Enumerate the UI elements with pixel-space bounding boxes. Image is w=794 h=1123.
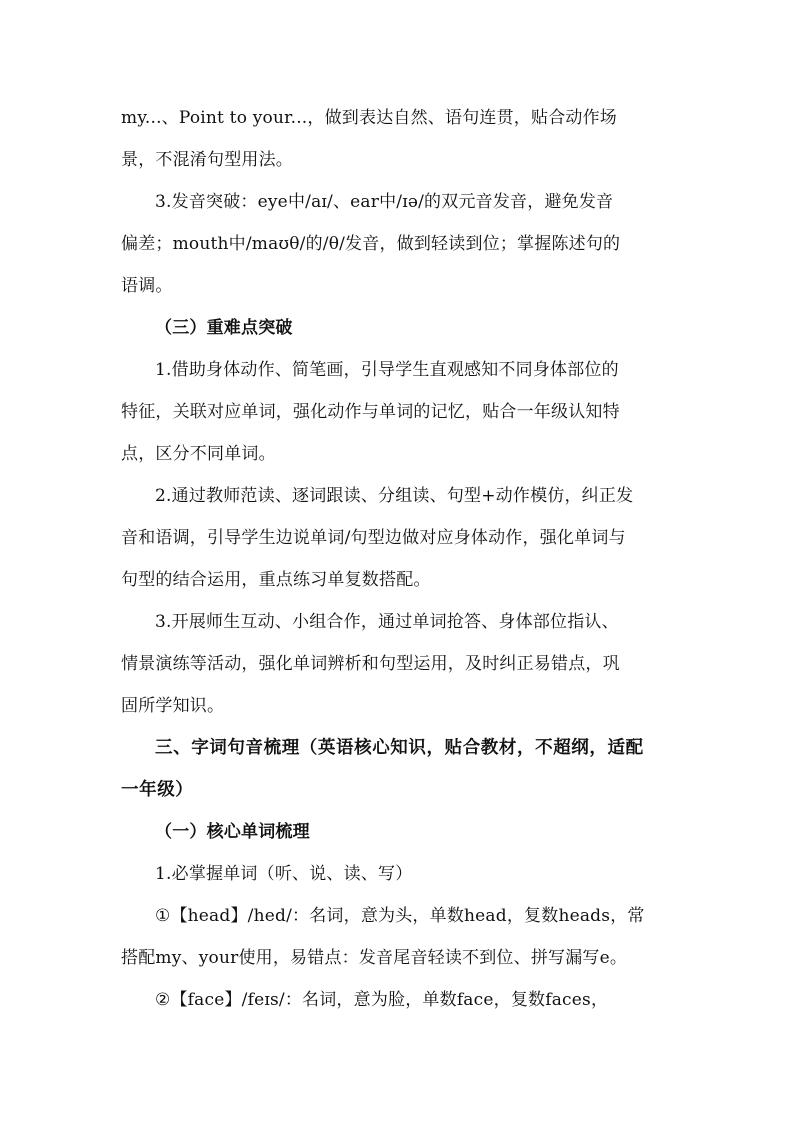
paragraph-line: 2.通过教师范读、逐词跟读、分组读、句型+动作模仿，纠正发 (155, 486, 634, 506)
paragraph-line: 情景演练等活动，强化单词辨析和句型运用，及时纠正易错点，巩 (121, 654, 620, 674)
paragraph-line: 句型的结合运用，重点练习单复数搭配。 (121, 570, 431, 590)
section-heading: （一）核心单词梳理 (155, 822, 310, 842)
list-item-line: ①【head】/hed/：名词，意为头，单数head，复数heads，常 (155, 906, 645, 926)
paragraph-line: 音和语调，引导学生边说单词/句型边做对应身体动作，强化单词与 (121, 528, 626, 548)
paragraph-line: 3.发音突破：eye中/aɪ/、ear中/ɪə/的双元音发音，避免发音 (155, 192, 614, 212)
section-heading: （三）重难点突破 (155, 318, 293, 338)
paragraph-line: 偏差；mouth中/maʊθ/的/θ/发音，做到轻读到位；掌握陈述句的 (121, 234, 621, 254)
chapter-heading-continued: 一年级） (121, 780, 194, 800)
paragraph-line: 1.必掌握单词（听、说、读、写） (155, 864, 413, 884)
list-item-line: ②【face】/feɪs/：名词，意为脸，单数face，复数faces， (155, 990, 609, 1010)
paragraph-line: 景，不混淆句型用法。 (121, 150, 293, 170)
paragraph-line: 固所学知识。 (121, 696, 225, 716)
paragraph-line: 点，区分不同单词。 (121, 444, 276, 464)
paragraph-line: 3.开展师生互动、小组合作，通过单词抢答、身体部位指认、 (155, 612, 619, 632)
chapter-heading: 三、字词句音梳理（英语核心知识，贴合教材，不超纲，适配 (155, 738, 644, 758)
list-item-line: 搭配my、your使用，易错点：发音尾音轻读不到位、拼写漏写e。 (121, 948, 628, 968)
paragraph-line: 特征，关联对应单词，强化动作与单词的记忆，贴合一年级认知特 (121, 402, 620, 422)
paragraph-line: 语调。 (121, 276, 173, 296)
paragraph-line: my...、Point to your...，做到表达自然、语句连贯，贴合动作场 (121, 108, 618, 128)
paragraph-line: 1.借助身体动作、简笔画，引导学生直观感知不同身体部位的 (155, 360, 619, 380)
